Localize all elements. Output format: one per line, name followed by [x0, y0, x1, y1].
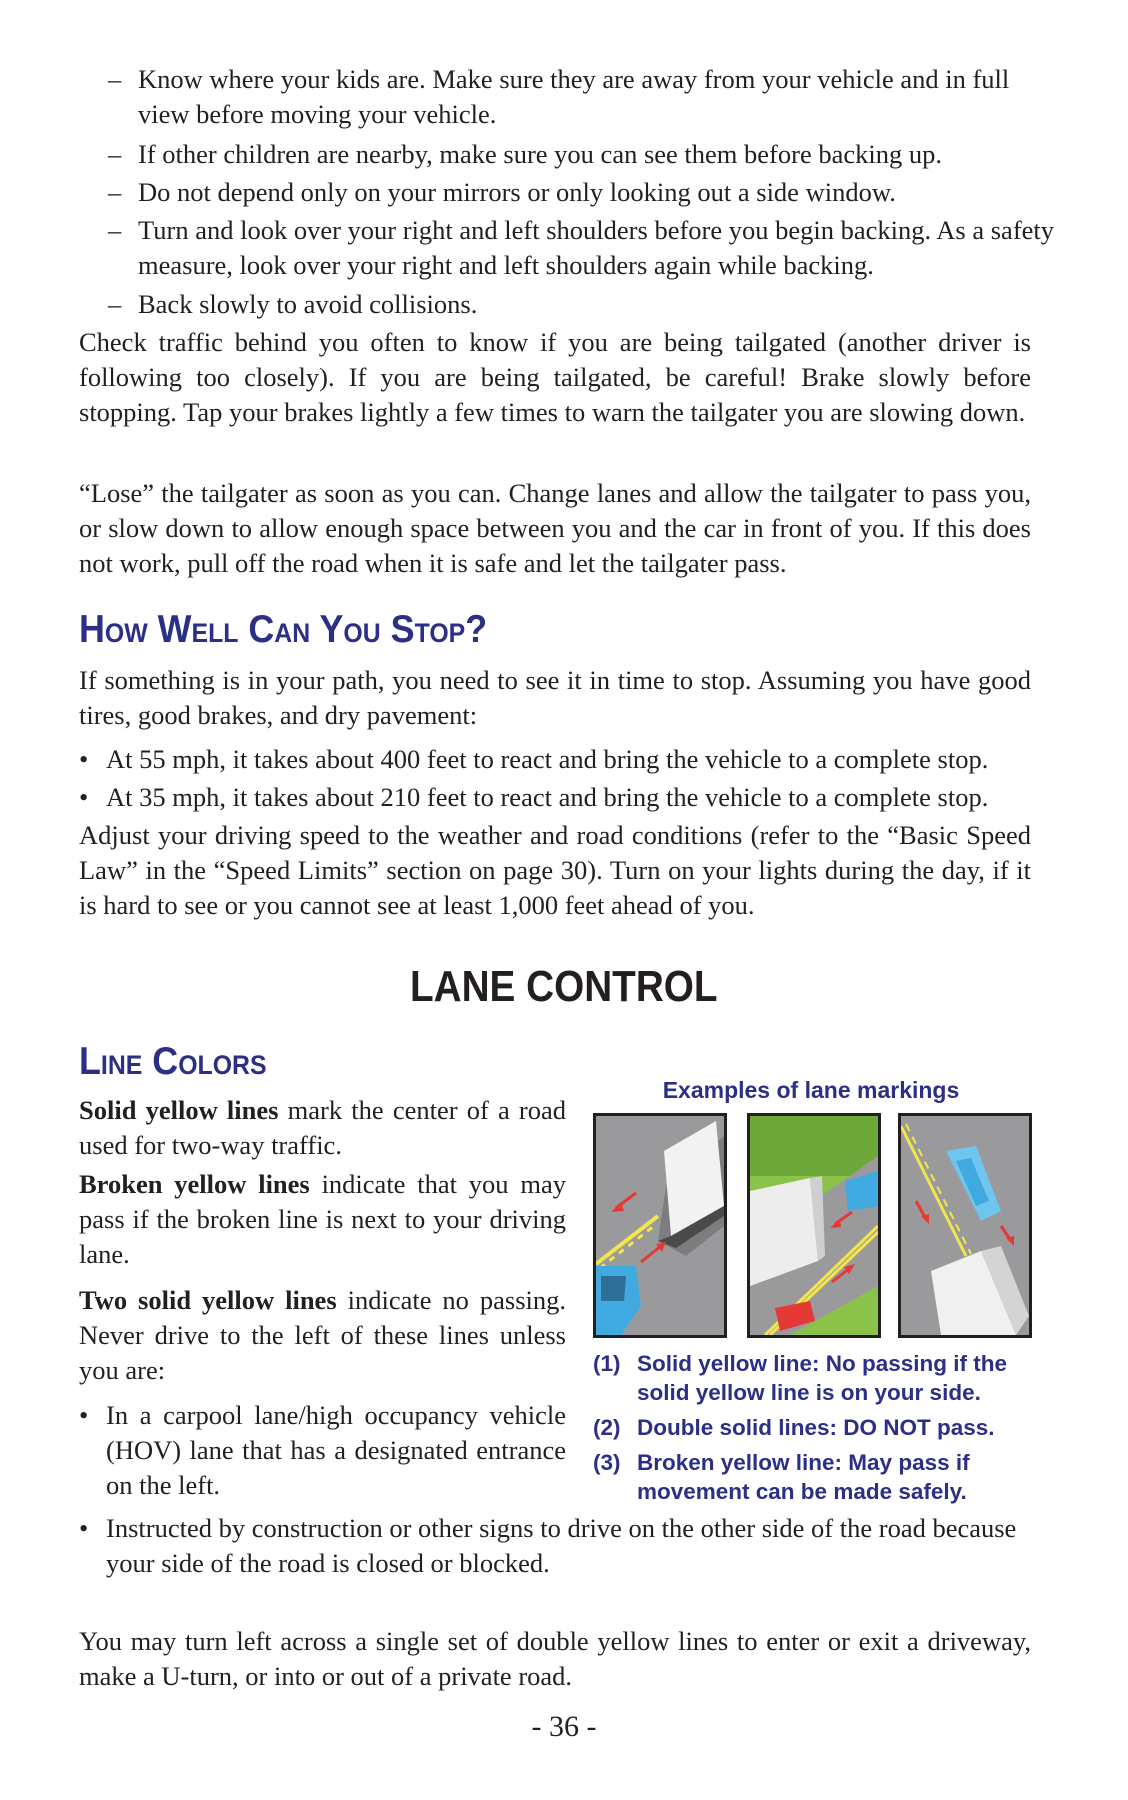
dash-glyph: –	[108, 215, 122, 245]
caption-number: (1)	[593, 1351, 621, 1376]
backing-item-text: If other children are nearby, make sure you can see them before backing up.	[138, 139, 942, 169]
backing-item-5	[108, 287, 1061, 322]
lane-panel-solid-line	[593, 1113, 727, 1338]
stop-bullet-1	[79, 742, 1058, 777]
bullet-glyph: •	[79, 1513, 89, 1543]
chapter-title	[0, 962, 1128, 1012]
backing-item-3	[108, 175, 1061, 210]
stop-bullet-text: At 35 mph, it takes about 210 feet to react and bring the vehicle to a complete stop.	[106, 782, 989, 812]
caption-number: (2)	[593, 1415, 621, 1440]
figure-caption-3	[593, 1448, 1038, 1506]
backing-item-text: Know where your kids are. Make sure they are away from your vehicle and in full view before moving your vehicle.	[138, 64, 1010, 129]
tailgate-paragraph-1: Check traffic behind you often to know if you are being tailgated (another driver is following too closely). If you are being tailgated, be careful! Brake slowly before stopping. Tap your brakes lightly a few times to warn the tailgater you are slowing down.	[79, 327, 1031, 427]
definition-text: indicate that you may pass if the broken line is next to your driving lane.	[79, 1169, 566, 1269]
figure-caption-1	[593, 1349, 1038, 1407]
two-solid-paragraph	[79, 1283, 566, 1388]
stop-outro: Adjust your driving speed to the weather and road conditions (refer to the “Basic Speed Law” in the “Speed Limits” section on page 30). Turn on your lights during the day, if it is hard to see or you cannot see at least 1,000 feet ahead of you.	[79, 820, 1031, 920]
caption-text: Solid yellow line: No passing if the solid yellow line is on your side.	[637, 1351, 1008, 1405]
chapter-title-text: LANE CONTROL	[410, 962, 718, 1011]
figure-caption-2	[593, 1413, 1038, 1442]
bullet-glyph: •	[79, 1400, 89, 1430]
lane-panel-double-solid	[747, 1113, 881, 1338]
term-solid-yellow: Solid yellow lines	[79, 1095, 279, 1125]
section-heading-stop: How Well Can You Stop?	[79, 608, 488, 651]
bullet-glyph: •	[79, 744, 89, 774]
construction-bullet-text: Instructed by construction or other signs to drive on the other side of the road because your side of the road is closed or blocked.	[106, 1513, 1017, 1578]
dash-glyph: –	[108, 289, 122, 319]
stop-intro: If something is in your path, you need to see it in time to stop. Assuming you have good tires, good brakes, and dry pavement:	[79, 665, 1031, 730]
hov-bullet	[79, 1398, 566, 1503]
backing-item-text: Back slowly to avoid collisions.	[138, 289, 478, 319]
solid-line-illustration	[596, 1116, 724, 1335]
double-solid-illustration	[750, 1116, 878, 1335]
page-number: - 36 -	[531, 1710, 597, 1743]
tailgate-paragraph-2: “Lose” the tailgater as soon as you can. Change lanes and allow the tailgater to pass you, or slow down to allow enough space between you and the car in front of you. If this does not work, pull off the road when it is safe and let the tailgater pass.	[79, 478, 1031, 578]
caption-number: (3)	[593, 1450, 621, 1475]
hov-bullet-text: In a carpool lane/high occupancy vehicle (HOV) lane that has a designated entrance on the left.	[106, 1400, 566, 1500]
construction-bullet	[79, 1511, 1031, 1581]
stop-bullet-2	[79, 780, 1058, 815]
caption-text: Broken yellow line: May pass if movement can be made safely.	[637, 1450, 970, 1504]
dash-glyph: –	[108, 64, 122, 94]
term-two-solid-yellow: Two solid yellow lines	[79, 1285, 337, 1315]
section-heading-line-colors: Line Colors	[79, 1040, 267, 1083]
broken-yellow-paragraph	[79, 1167, 566, 1272]
definition-text: mark the center of a road used for two-way traffic.	[79, 1095, 566, 1160]
bullet-glyph: •	[79, 782, 89, 812]
caption-text: Double solid lines: DO NOT pass.	[637, 1415, 995, 1440]
stop-bullet-text: At 55 mph, it takes about 400 feet to react and bring the vehicle to a complete stop.	[106, 744, 989, 774]
backing-item-1	[108, 62, 1061, 132]
figure-title: Examples of lane markings	[662, 1077, 960, 1103]
broken-line-illustration	[901, 1116, 1029, 1335]
lane-panel-broken-line	[898, 1113, 1032, 1338]
backing-item-2	[108, 137, 1061, 172]
dash-glyph: –	[108, 139, 122, 169]
definition-text: indicate no passing. Never drive to the left of these lines unless you are:	[79, 1285, 566, 1385]
backing-item-4	[108, 213, 1061, 283]
left-turn-paragraph: You may turn left across a single set of double yellow lines to enter or exit a driveway, make a U-turn, or into or out of a private road.	[79, 1626, 1031, 1691]
term-broken-yellow: Broken yellow lines	[79, 1169, 310, 1199]
backing-item-text: Turn and look over your right and left shoulders before you begin backing. As a safety measure, look over your right and left shoulders again while backing.	[138, 215, 1055, 280]
solid-yellow-paragraph	[79, 1093, 566, 1163]
dash-glyph: –	[108, 177, 122, 207]
backing-item-text: Do not depend only on your mirrors or only looking out a side window.	[138, 177, 896, 207]
